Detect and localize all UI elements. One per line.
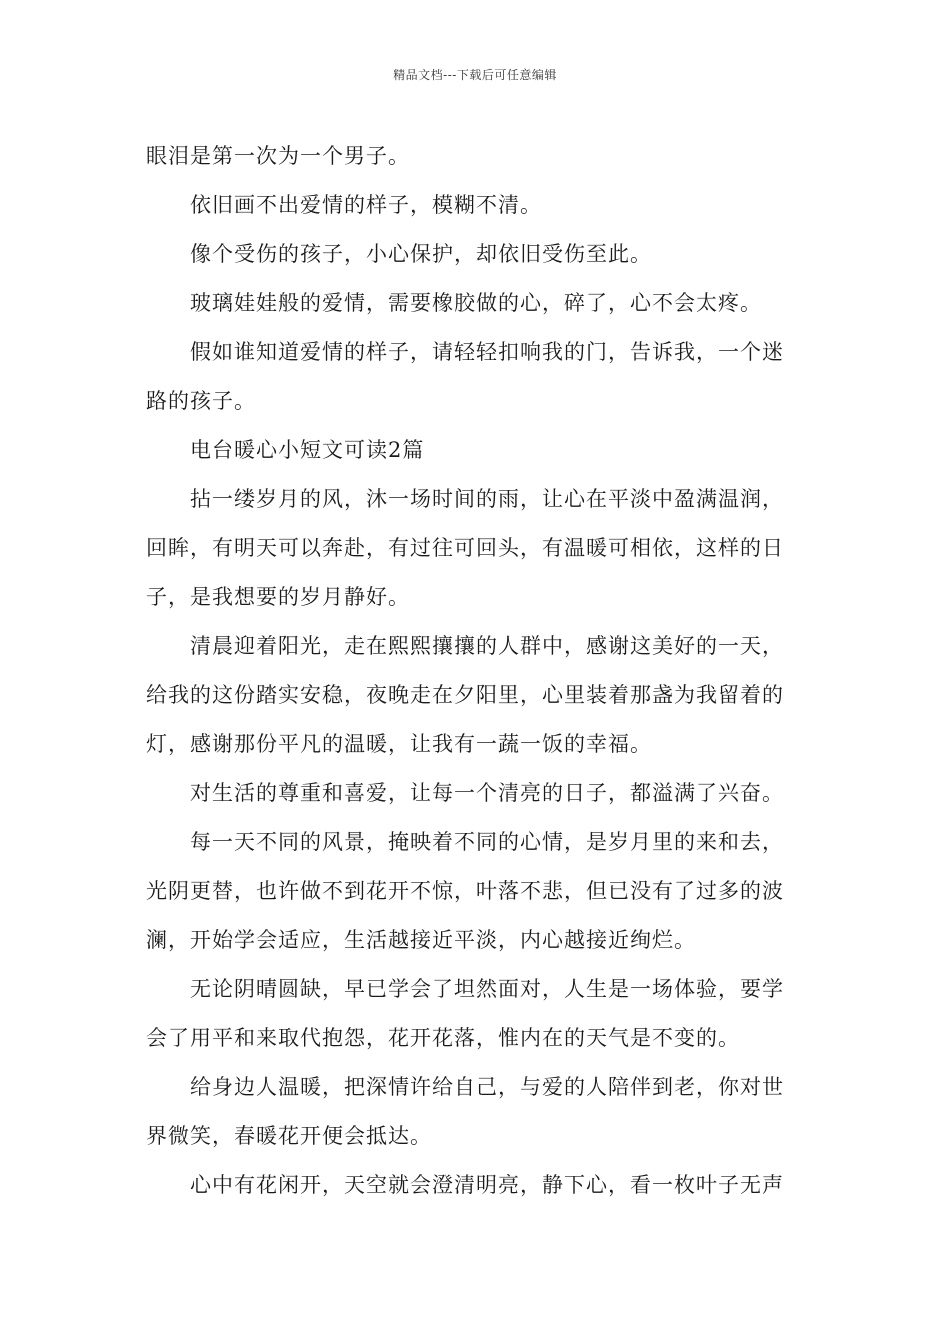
text-line: 对生活的尊重和喜爱，让每一个清亮的日子，都溢满了兴奋。 <box>190 781 784 805</box>
document-body <box>146 132 806 1210</box>
text-line: 给我的这份踏实安稳，夜晚走在夕阳里，心里装着那盏为我留着的 <box>146 683 784 707</box>
text-line: 无论阴晴圆缺，早已学会了坦然面对，人生是一场体验，要学 <box>190 977 784 1001</box>
text-line: 眼泪是第一次为一个男子。 <box>146 144 410 168</box>
text-line: 像个受伤的孩子，小心保护，却依旧受伤至此。 <box>190 242 652 266</box>
text-line: 清晨迎着阳光，走在熙熙攘攘的人群中，感谢这美好的一天， <box>190 634 784 658</box>
text-line: 光阴更替，也许做不到花开不惊，叶落不悲，但已没有了过多的波 <box>146 879 784 903</box>
text-line: 依旧画不出爱情的样子，模糊不清。 <box>190 193 542 217</box>
text-line: 回眸，有明天可以奔赴，有过往可回头，有温暖可相依，这样的日 <box>146 536 784 560</box>
text-line: 路的孩子。 <box>146 389 256 413</box>
text-line: 玻璃娃娃般的爱情，需要橡胶做的心，碎了，心不会太疼。 <box>190 291 762 315</box>
text-line: 每一天不同的风景，掩映着不同的心情，是岁月里的来和去， <box>190 830 784 854</box>
text-line: 拈一缕岁月的风，沐一场时间的雨，让心在平淡中盈满温润， <box>190 487 784 511</box>
section-title: 电台暖心小短文可读2篇 <box>190 438 425 462</box>
text-line: 假如谁知道爱情的样子，请轻轻扣响我的门，告诉我，一个迷 <box>190 340 784 364</box>
text-line: 心中有花闲开，天空就会澄清明亮，静下心，看一枚叶子无声 <box>190 1173 784 1197</box>
page-header: 精品文档---下载后可任意编辑 <box>393 68 557 82</box>
text-line: 界微笑，春暖花开便会抵达。 <box>146 1124 432 1148</box>
text-line: 灯，感谢那份平凡的温暖，让我有一蔬一饭的幸福。 <box>146 732 652 756</box>
text-line: 会了用平和来取代抱怨，花开花落，惟内在的天气是不变的。 <box>146 1026 740 1050</box>
text-line: 子，是我想要的岁月静好。 <box>146 585 410 609</box>
text-line: 给身边人温暖，把深情许给自己，与爱的人陪伴到老，你对世 <box>190 1075 784 1099</box>
text-line: 澜，开始学会适应，生活越接近平淡，内心越接近绚烂。 <box>146 928 696 952</box>
